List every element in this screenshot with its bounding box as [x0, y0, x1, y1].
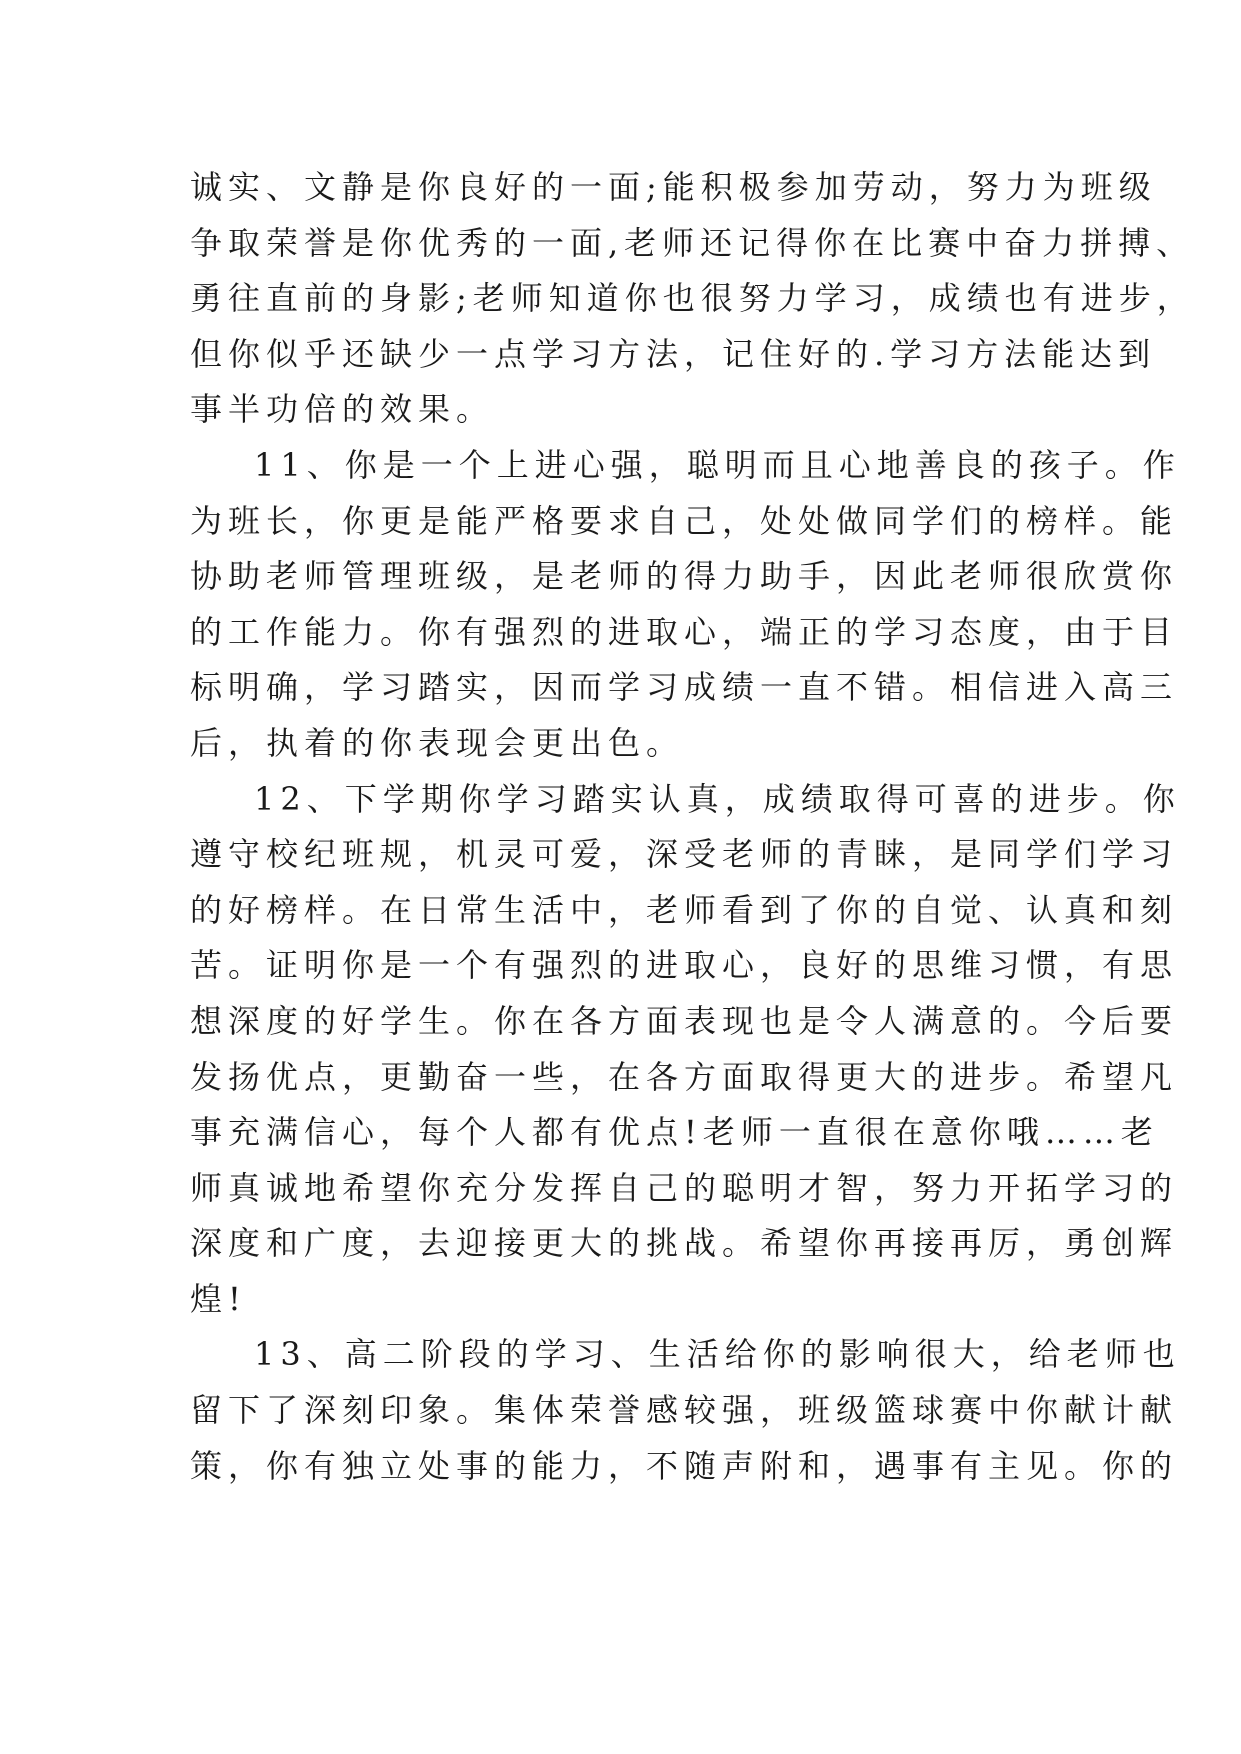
text-line: 但你似乎还缺少一点学习方法，记住好的.学习方法能达到 [190, 334, 1157, 373]
text-line: 苦。证明你是一个有强烈的进取心，良好的思维习惯，有思 [190, 946, 1179, 985]
text-line: 煌! [190, 1279, 247, 1318]
text-line: 后，执着的你表现会更出色。 [190, 723, 685, 762]
text-line: 事半功倍的效果。 [190, 390, 495, 429]
text-line: 师真诚地希望你充分发挥自己的聪明才智，努力开拓学习的 [190, 1168, 1179, 1207]
text-line: 标明确，学习踏实，因而学习成绩一直不错。相信进入高三 [190, 668, 1179, 707]
text-line: 11、你是一个上进心强，聪明而且心地善良的孩子。作 [254, 445, 1181, 484]
text-line: 13、高二阶段的学习、生活给你的影响很大，给老师也 [254, 1335, 1181, 1374]
text-line: 留下了深刻印象。集体荣誉感较强，班级篮球赛中你献计献 [190, 1391, 1179, 1430]
paragraph-1 [190, 160, 1195, 438]
paragraph-2 [190, 438, 1181, 772]
text-line: 为班长，你更是能严格要求自己，处处做同学们的榜样。能 [190, 501, 1179, 540]
text-line: 的好榜样。在日常生活中，老师看到了你的自觉、认真和刻 [190, 890, 1179, 929]
text-line: 诚实、文静是你良好的一面;能积极参加劳动，努力为班级 [190, 168, 1157, 206]
paragraph-4 [190, 1327, 1181, 1494]
text-line: 争取荣誉是你优秀的一面,老师还记得你在比赛中奋力拼搏、 [190, 223, 1195, 262]
text-line: 协助老师管理班级，是老师的得力助手，因此老师很欣赏你 [190, 557, 1179, 596]
text-line: 深度和广度，去迎接更大的挑战。希望你再接再厉，勇创辉 [190, 1224, 1179, 1263]
text-line: 事充满信心，每个人都有优点!老师一直很在意你哦……老 [190, 1113, 1159, 1152]
text-line: 的工作能力。你有强烈的进取心，端正的学习态度，由于目 [190, 612, 1179, 651]
text-line: 12、下学期你学习踏实认真，成绩取得可喜的进步。你 [254, 779, 1181, 818]
text-line: 想深度的好学生。你在各方面表现也是令人满意的。今后要 [190, 1001, 1179, 1040]
text-line: 发扬优点，更勤奋一些，在各方面取得更大的进步。希望凡 [190, 1057, 1179, 1096]
text-line: 策，你有独立处事的能力，不随声附和，遇事有主见。你的 [190, 1446, 1179, 1485]
paragraph-3 [190, 772, 1181, 1328]
text-line: 遵守校纪班规，机灵可爱，深受老师的青睐，是同学们学习 [190, 835, 1179, 874]
text-line: 勇往直前的身影;老师知道你也很努力学习，成绩也有进步， [190, 279, 1195, 318]
document-body [190, 160, 1195, 1494]
